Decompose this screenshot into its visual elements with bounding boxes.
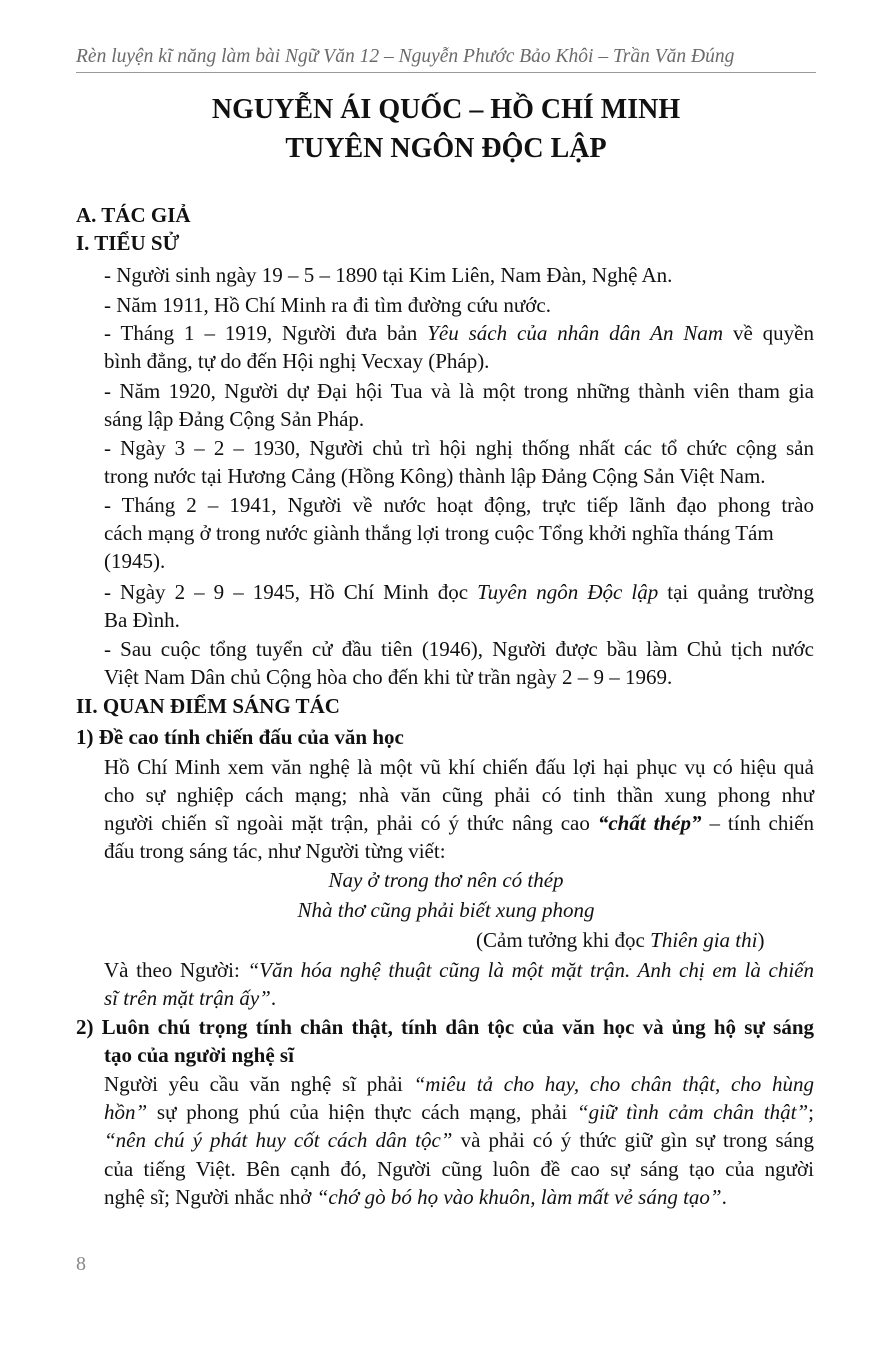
bio-item-5: - Ngày 3 – 2 – 1930, Người chủ trì hội nghị thống nhất các tổ chức cộng sản — [104, 436, 814, 460]
poem-line-1: Nay ở trong thơ nên có thép — [328, 868, 564, 892]
section-heading-i: I. TIỂU SỬ — [76, 231, 180, 255]
page-number: 8 — [76, 1253, 86, 1275]
bio-item-6-cont: cách mạng ở trong nước giành thắng lợi trong cuộc Tổng khởi nghĩa tháng Tám — [104, 521, 774, 545]
quote-intro: Và theo Người: — [104, 958, 248, 982]
subsection-2-line-4: của tiếng Việt. Bên cạnh đó, Người cũng luôn đề cao sự sáng tạo của người — [104, 1157, 814, 1181]
bio-item-4: - Năm 1920, Người dự Đại hội Tua và là một trong những thành viên tham gia — [104, 379, 814, 403]
quote-text-1: “Văn hóa nghệ thuật cũng là một mặt trận. Anh chị em là chiến — [247, 958, 815, 982]
bio-item-7-text: - Ngày 2 – 9 – 1945, Hồ Chí Minh đọc — [104, 580, 478, 604]
section-heading-a: A. TÁC GIẢ — [76, 203, 191, 227]
bio-item-7-title: Tuyên ngôn Độc lập — [477, 580, 659, 604]
bio-item-5-cont: trong nước tại Hương Cảng (Hồng Kông) thành lập Đảng Cộng Sản Việt Nam. — [104, 464, 766, 488]
section-heading-ii: II. QUAN ĐIỂM SÁNG TÁC — [76, 694, 340, 718]
poem-source-end: ) — [757, 928, 765, 952]
subsection-2-quote-1: “miêu tả cho hay, cho chân thật, cho hùng — [413, 1072, 814, 1096]
subsection-2-title-cont: tạo của người nghệ sĩ — [104, 1043, 294, 1067]
subsection-1-line-3-text: người chiến sĩ ngoài mặt trận, phải có ý thức nâng cao — [104, 811, 598, 835]
bio-item-4-cont: sáng lập Đảng Cộng Sản Pháp. — [104, 407, 365, 431]
bio-item-8: - Sau cuộc tổng tuyển cử đầu tiên (1946), Người được bầu làm Chủ tịch nước — [104, 637, 814, 661]
bio-item-1: - Người sinh ngày 19 – 5 – 1890 tại Kim Liên, Nam Đàn, Nghệ An. — [104, 263, 673, 287]
subsection-1-line-3 — [104, 809, 814, 837]
subsection-2-line-3 — [104, 1126, 814, 1154]
chat-thep-term: “chất thép” — [597, 811, 702, 835]
bio-item-7-text-end: tại quảng trường — [658, 580, 815, 604]
subsection-2-quote-2: “giữ tình cảm chân thật” — [576, 1100, 809, 1124]
subsection-2-quote-1-end: hồn” — [104, 1100, 148, 1124]
subsection-2-line-5-end: . — [721, 1185, 727, 1209]
subsection-1-line-1: Hồ Chí Minh xem văn nghệ là một vũ khí chiến đấu lợi hại phục vụ có hiệu quả — [104, 755, 814, 779]
subsection-1-title: 1) Đề cao tính chiến đấu của văn học — [76, 725, 404, 749]
subsection-2-line-2-end: ; — [808, 1100, 814, 1124]
header-divider — [76, 72, 816, 73]
bio-item-3-cont: bình đẳng, tự do đến Hội nghị Vecxay (Pháp). — [104, 349, 490, 373]
bio-item-6-cont2: (1945). — [104, 549, 166, 573]
bio-item-8-cont: Việt Nam Dân chủ Cộng hòa cho đến khi từ trần ngày 2 – 9 – 1969. — [104, 665, 673, 689]
subsection-2-quote-3: “nên chú ý phát huy cốt cách dân tộc” — [104, 1128, 453, 1152]
poem-line-2: Nhà thơ cũng phải biết xung phong — [297, 898, 595, 922]
subsection-2-line-1 — [104, 1070, 814, 1098]
subsection-2-line-1-text: Người yêu cầu văn nghệ sĩ phải — [104, 1072, 414, 1096]
subsection-2-line-2 — [104, 1098, 814, 1126]
quote-line-2 — [104, 984, 276, 1012]
bio-item-3-text: - Tháng 1 – 1919, Người đưa bản — [104, 321, 428, 345]
subsection-1-line-4: đấu trong sáng tác, như Người từng viết: — [104, 839, 446, 863]
subsection-2-line-3-text: và phải có ý thức giữ gìn sự trong sáng — [452, 1128, 814, 1152]
subsection-2-line-5-text: nghệ sĩ; Người nhắc nhở — [104, 1185, 317, 1209]
bio-item-3-text-end: về quyền — [723, 321, 814, 345]
quote-text-2: sĩ trên mặt trận ấy” — [104, 986, 271, 1010]
running-header: Rèn luyện kĩ năng làm bài Ngữ Văn 12 – Nguyễn Phước Bảo Khôi – Trần Văn Đúng — [76, 46, 735, 67]
subsection-2-quote-4: “chớ gò bó họ vào khuôn, làm mất vẻ sáng tạo” — [316, 1185, 722, 1209]
quote-end: . — [270, 986, 277, 1010]
poem-source — [476, 926, 764, 954]
subsection-2-line-2-text: sự phong phú của hiện thực cách mạng, phải — [147, 1100, 577, 1124]
bio-item-3 — [104, 319, 814, 347]
bio-item-7 — [104, 578, 814, 606]
bio-item-7-cont: Ba Đình. — [104, 608, 180, 632]
bio-item-2: - Năm 1911, Hồ Chí Minh ra đi tìm đường cứu nước. — [104, 293, 551, 317]
quote-line-1 — [104, 956, 814, 984]
bio-item-6: - Tháng 2 – 1941, Người về nước hoạt động, trực tiếp lãnh đạo phong trào — [104, 493, 814, 517]
subsection-2-title: 2) Luôn chú trọng tính chân thật, tính dân tộc của văn học và ủng hộ sự sáng — [76, 1015, 814, 1039]
page-title-work: TUYÊN NGÔN ĐỘC LẬP — [285, 133, 607, 164]
bio-item-3-title: Yêu sách của nhân dân An Nam — [427, 321, 724, 345]
poem-source-title: Thiên gia thi — [650, 928, 758, 952]
page-title-author: NGUYỄN ÁI QUỐC – HỒ CHÍ MINH — [211, 94, 681, 125]
subsection-1-line-3-end: – tính chiến — [701, 811, 815, 835]
poem-source-text: (Cảm tưởng khi đọc — [476, 928, 651, 952]
subsection-1-line-2: cho sự nghiệp cách mạng; nhà văn cũng phải có tinh thần xung phong như — [104, 783, 814, 807]
subsection-2-line-5 — [104, 1183, 727, 1211]
